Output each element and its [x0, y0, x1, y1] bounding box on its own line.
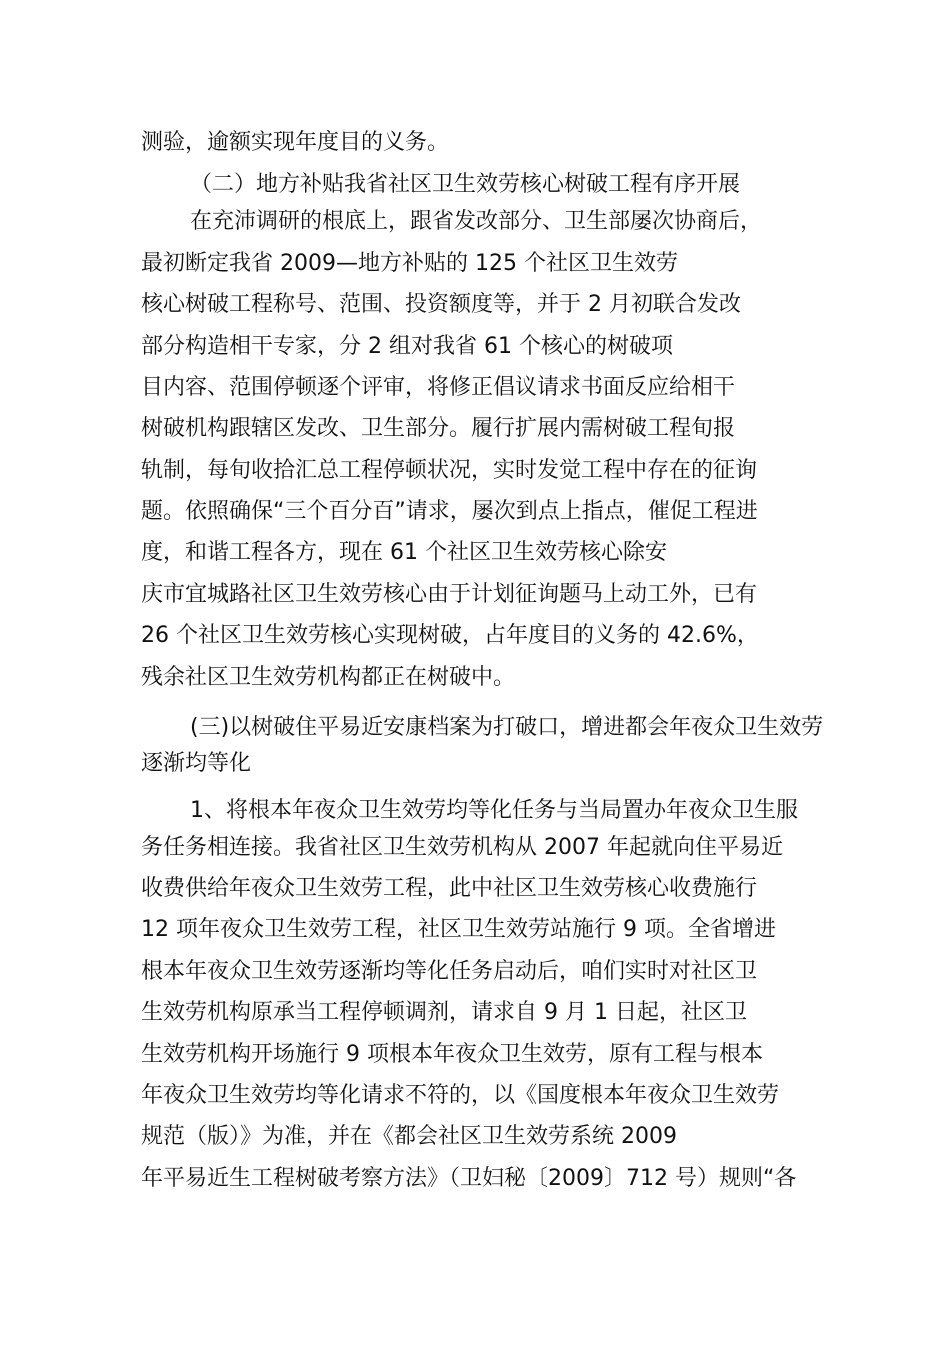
text-line-24: 年夜众卫生效劳均等化请求不符的，以《国度根本年夜众卫生效劳 [141, 1083, 780, 1108]
text-line-25: 规范（版）》为准，并在《都会社区卫生效劳系统 2009 [141, 1124, 677, 1149]
text-line-21: 根本年夜众卫生效劳逐渐均等化任务启动后，咱们实时对社区卫 [141, 959, 758, 984]
section-heading-3-line-1: (三)以树破住平易近安康档案为打破口，增进都会年夜众卫生效劳 [190, 715, 824, 740]
text-line-19: 收费供给年夜众卫生效劳工程，此中社区卫生效劳核心收费施行 [141, 876, 758, 901]
text-line-9: 轨制，每旬收拾汇总工程停顿状况，实时发觉工程中存在的征询 [141, 458, 758, 483]
section-heading-3-line-2: 逐渐均等化 [141, 751, 252, 776]
text-line-13: 26 个社区卫生效劳核心实现树破，占年度目的义务的 42.6%， [141, 623, 759, 648]
text-line-1: 测验，逾额实现年度目的义务。 [141, 130, 450, 155]
text-line-23: 生效劳机构开场施行 9 项根本年夜众卫生效劳，原有工程与根本 [141, 1042, 763, 1067]
text-line-3: 在充沛调研的根底上，跟省发改部分、卫生部屡次协商后， [190, 209, 763, 234]
text-line-5: 核心树破工程称号、范围、投资额度等，并于 2 月初联合发改 [141, 292, 741, 317]
text-line-8: 树破机构跟辖区发改、卫生部分。履行扩展内需树破工程旬报 [141, 416, 736, 441]
text-line-17: 1、将根本年夜众卫生效劳均等化任务与当局置办年夜众卫生服 [190, 798, 798, 823]
text-line-12: 庆市宜城路社区卫生效劳核心由于计划征询题马上动工外，已有 [141, 582, 758, 607]
text-line-10: 题。依照确保“三个百分百”请求，屡次到点上指点，催促工程进 [141, 499, 758, 524]
text-line-11: 度，和谐工程各方，现在 61 个社区卫生效劳核心除安 [141, 540, 667, 565]
text-line-20: 12 项年夜众卫生效劳工程，社区卫生效劳站施行 9 项。全省增进 [141, 917, 776, 942]
text-line-26: 年平易近生工程树破考察方法》（卫妇秘〔2009〕712 号）规则“各 [141, 1166, 797, 1191]
text-line-6: 部分构造相干专家，分 2 组对我省 61 个核心的树破项 [141, 334, 673, 359]
text-line-18: 务任务相连接。我省社区卫生效劳机构从 2007 年起就向住平易近 [141, 835, 783, 860]
text-line-14: 残余社区卫生效劳机构都正在树破中。 [141, 665, 516, 690]
text-line-7: 目内容、范围停顿逐个评审，将修正倡议请求书面反应给相干 [141, 375, 736, 400]
section-heading-2: （二）地方补贴我省社区卫生效劳核心树破工程有序开展 [190, 172, 741, 197]
text-line-4: 最初断定我省 2009—地方补贴的 125 个社区卫生效劳 [141, 251, 678, 276]
text-line-22: 生效劳机构原承当工程停顿调剂，请求自 9 月 1 日起，社区卫 [141, 1000, 747, 1025]
